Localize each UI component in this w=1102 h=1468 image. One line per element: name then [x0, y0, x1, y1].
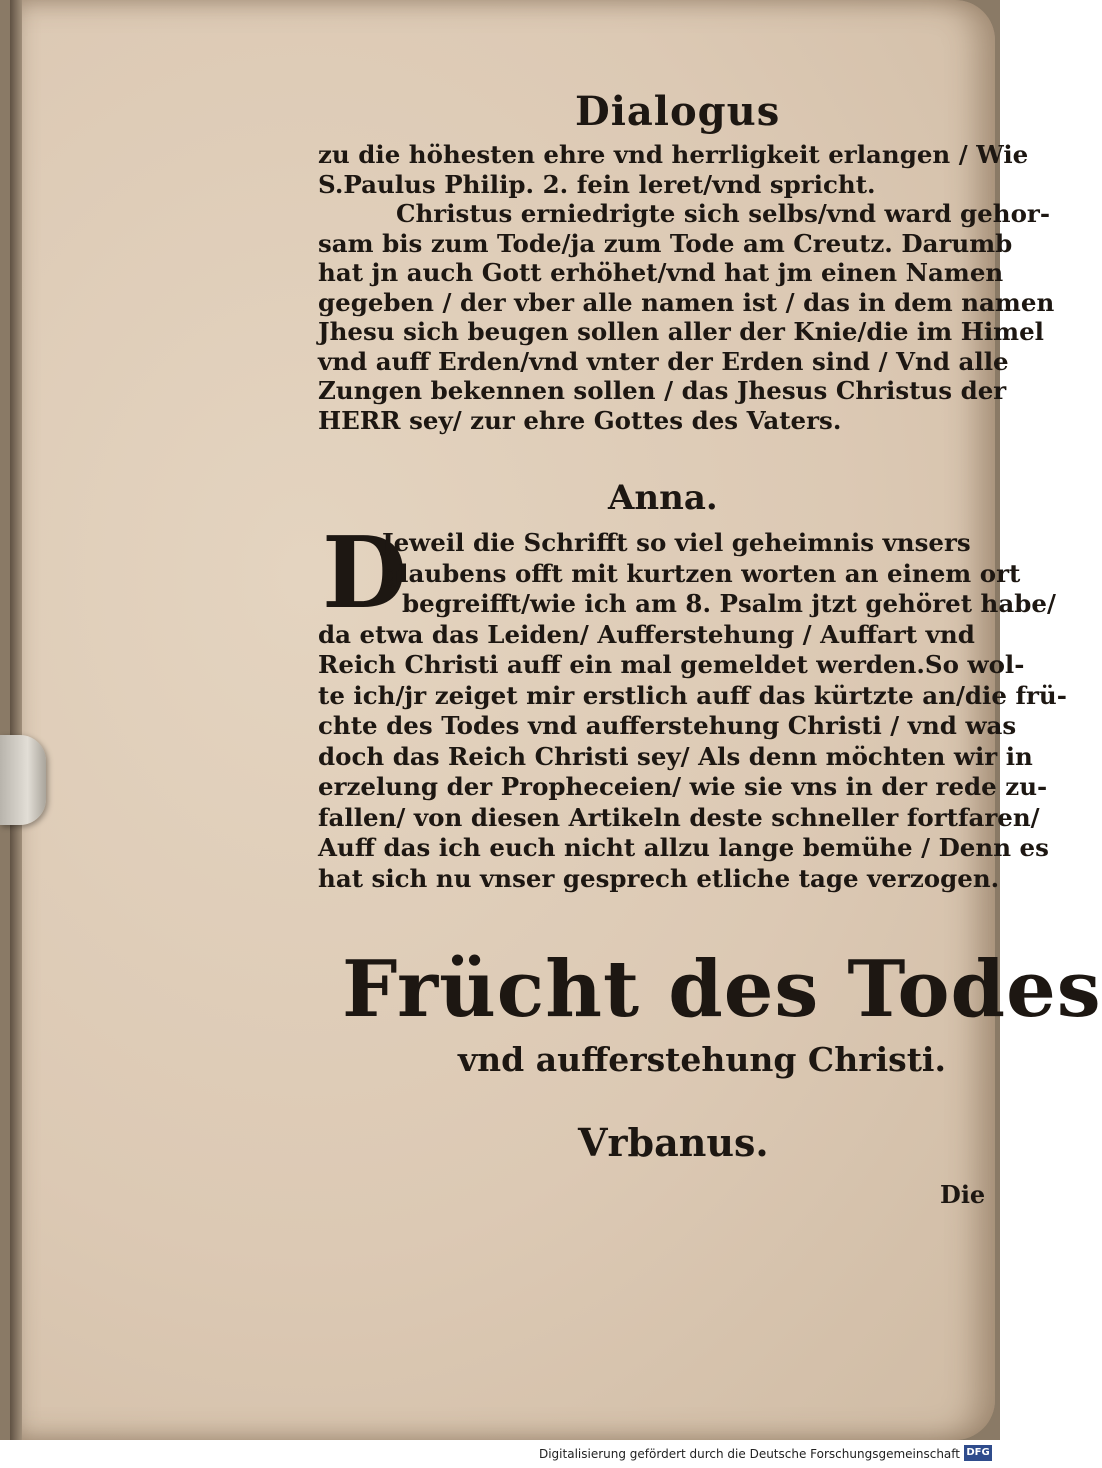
- section-subheading: vnd aufferstehung Christi.: [458, 1040, 946, 1079]
- text-line: Jeweil die Schrifft so viel geheimnis vnsers: [382, 528, 971, 557]
- text-line: erzelung der Propheceien/ wie sie vns in der rede zu-: [318, 772, 1048, 801]
- body-text-block: [318, 516, 1067, 894]
- speaker-name-urbanus: Vrbanus.: [578, 1120, 769, 1165]
- text-line: HERR sey/ zur ehre Gottes des Vaters.: [318, 405, 842, 435]
- text-line: doch das Reich Christi sey/ Als denn möchten wir in: [318, 741, 1033, 771]
- text-line: glaubens offt mit kurtzen worten an einem ort: [382, 558, 1021, 588]
- page-gutter: [10, 0, 22, 1440]
- text-line: Reich Christi auff ein mal gemeldet werden.So wol-: [318, 650, 1025, 679]
- drop-cap: D: [322, 516, 407, 631]
- dfg-logo-icon: DFG: [964, 1445, 992, 1461]
- text-line: chte des Todes vnd aufferstehung Christi / vnd was: [318, 711, 1017, 740]
- text-line: S.Paulus Philip. 2. fein leret/vnd spricht.: [318, 169, 876, 199]
- speaker-name-anna: Anna.: [608, 478, 718, 518]
- bookmark-ribbon: [0, 735, 46, 825]
- text-line: hat sich nu vnser gesprech etliche tage verzogen.: [318, 863, 1000, 893]
- text-line: zu die höhesten ehre vnd herrligkeit erlangen / Wie: [318, 140, 1029, 169]
- section-heading: Frücht des Todes: [342, 944, 1102, 1035]
- text-line: te ich/jr zeiget mir erstlich auff das kürtzte an/die frü-: [318, 680, 1067, 710]
- text-line: sam bis zum Tode/ja zum Tode am Creutz. Darumb: [318, 228, 1013, 258]
- text-line: Jhesu sich beugen sollen aller der Knie/die im Himel: [318, 317, 1044, 346]
- text-line: begreifft/wie ich am 8. Psalm jtzt gehöret habe/: [402, 589, 1056, 618]
- text-line: Auff das ich euch nicht allzu lange bemühe / Denn es: [318, 833, 1049, 862]
- text-line: Zungen bekennen sollen / das Jhesus Christus der: [318, 376, 1007, 405]
- footer-credit: Digitalisierung gefördert durch die Deutsche Forschungsgemeinschaft: [538, 1447, 960, 1461]
- intro-text-block: [318, 140, 1055, 435]
- text-line: vnd auff Erden/vnd vnter der Erden sind / Vnd alle: [318, 346, 1009, 376]
- catchword: Die: [940, 1180, 986, 1209]
- footer-bar: [0, 1440, 1000, 1468]
- text-line: hat jn auch Gott erhöhet/vnd hat jm einen Namen: [318, 258, 1004, 287]
- text-line: fallen/ von diesen Artikeln deste schneller fortfaren/: [318, 802, 1040, 832]
- text-line: Christus erniedrigte sich selbs/vnd ward gehor-: [396, 199, 1050, 228]
- running-head: Dialogus: [575, 88, 781, 135]
- text-line: da etwa das Leiden/ Aufferstehung / Auffart vnd: [318, 619, 975, 649]
- text-line: gegeben / der vber alle namen ist / das in dem namen: [318, 287, 1055, 317]
